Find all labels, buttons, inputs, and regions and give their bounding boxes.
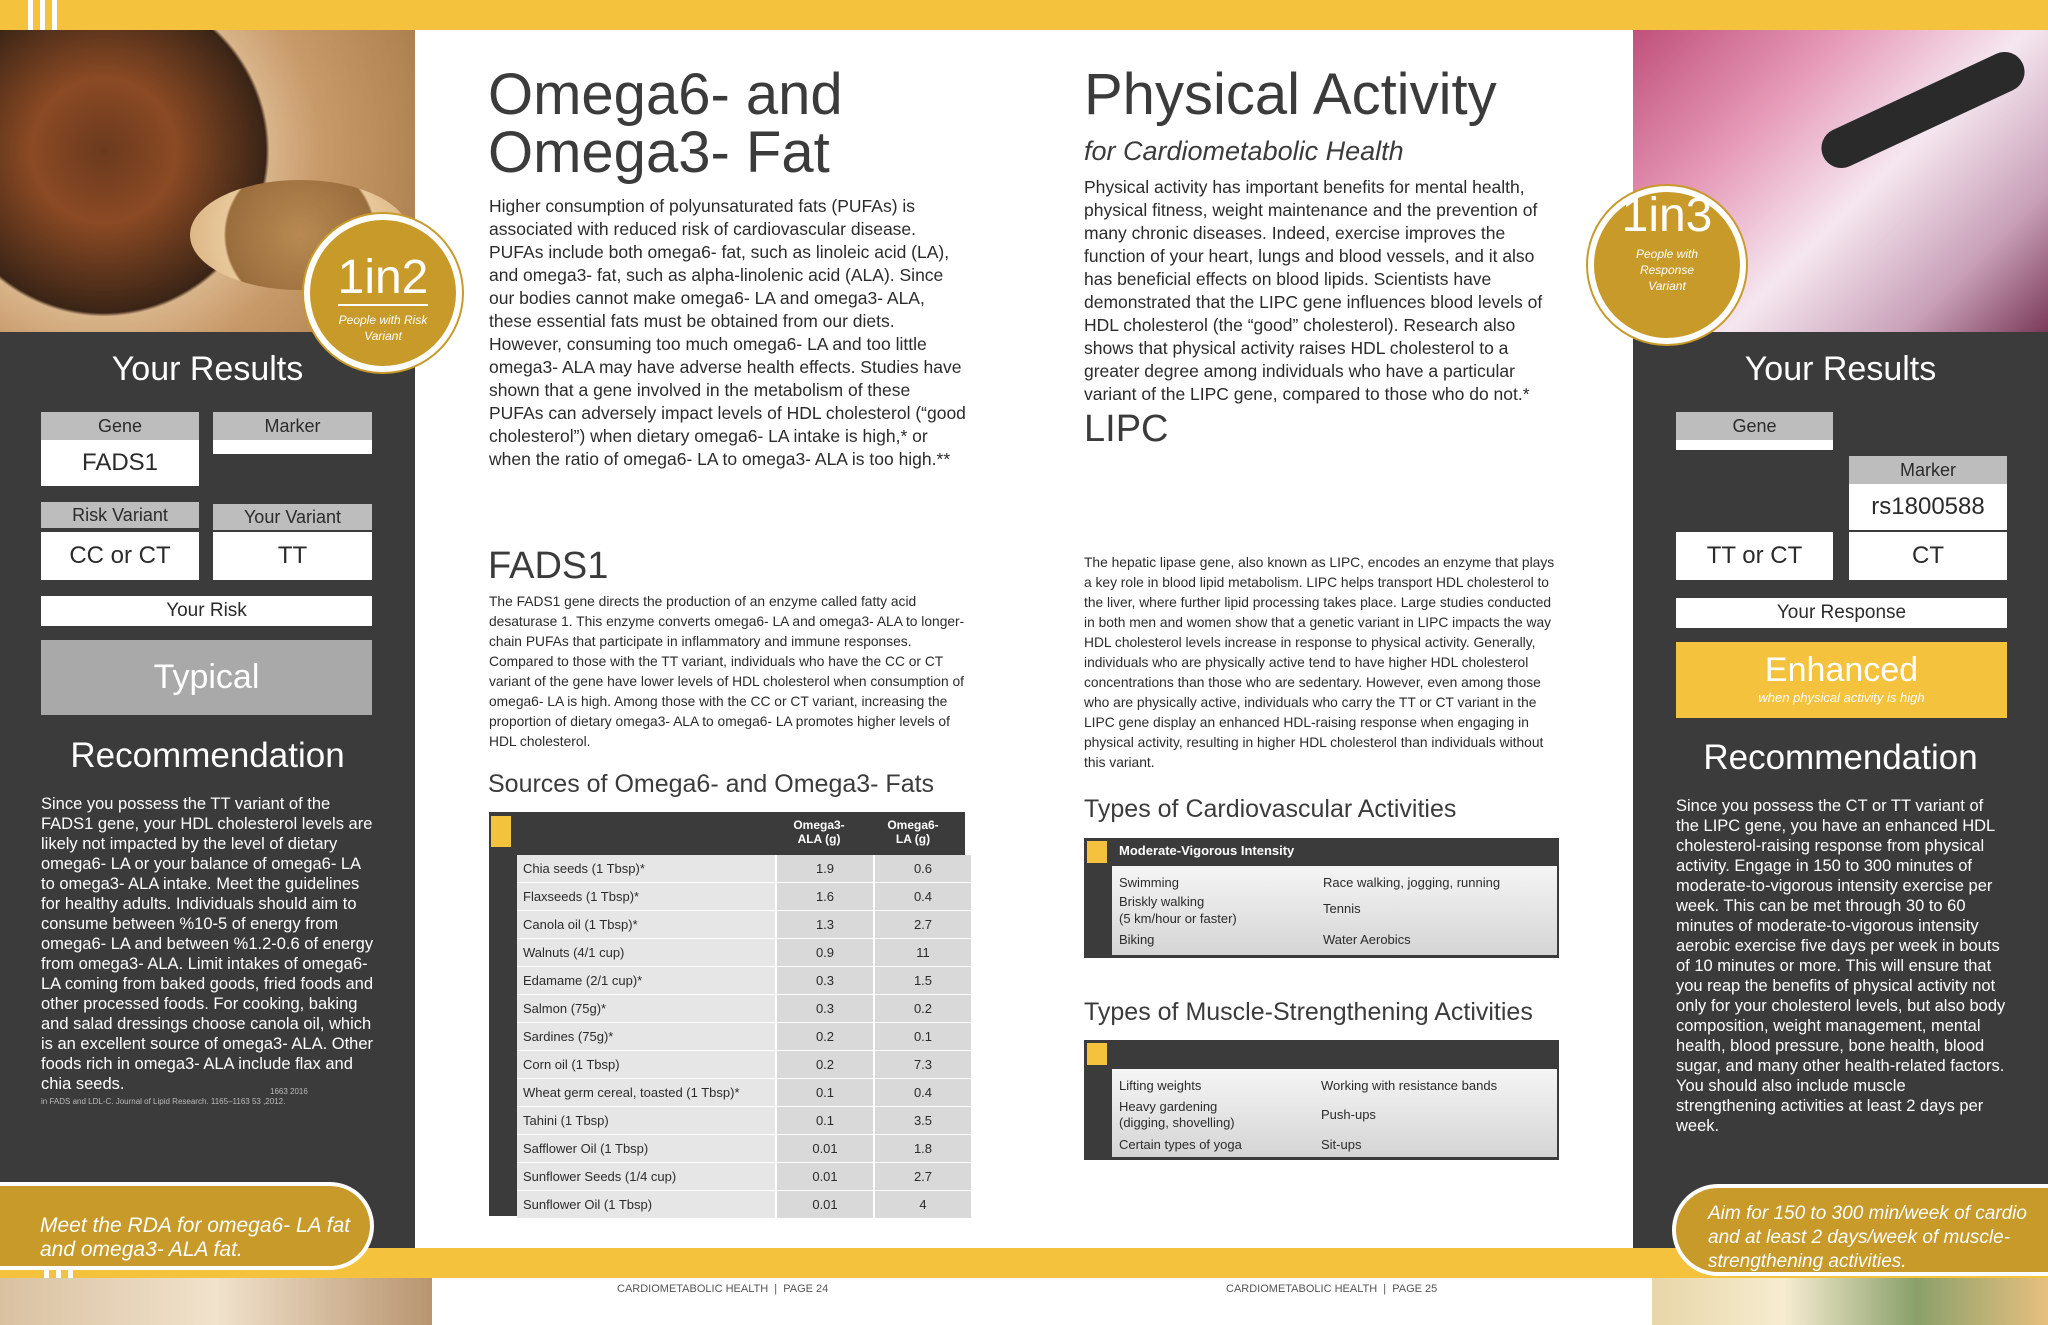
tip-text-left: Meet the RDA for omega6- LA fat and omega3- ALA fat. xyxy=(40,1214,351,1261)
omega3-value: 0.01 xyxy=(776,1163,874,1191)
bottom-photo-left xyxy=(0,1278,432,1325)
table-row xyxy=(517,1023,971,1051)
footer-left: CARDIOMETABOLIC HEALTH | PAGE 24 xyxy=(617,1283,829,1295)
stat-circle-caption: People with Risk Variant xyxy=(338,313,428,343)
table-row xyxy=(517,855,971,883)
reference-note-2: in FADS and LDL-C. Journal of Lipid Research. 1165–1163 53 ,2012. xyxy=(41,1097,286,1106)
omega3-value: 1.6 xyxy=(776,883,874,911)
food-name: Sunflower Oil (1 Tbsp) xyxy=(517,1191,776,1219)
omega6-value: 7.3 xyxy=(874,1051,971,1079)
food-name: Flaxseeds (1 Tbsp)* xyxy=(517,883,776,911)
stat-circle-right-big: 1in3 xyxy=(1621,189,1713,242)
recommendation-title-right: Recommendation xyxy=(1703,738,1978,777)
tip-text-right: Aim for 150 to 300 min/week of cardio and at least 2 days/week of muscle-strengthening activities. xyxy=(1708,1203,2027,1272)
table-row xyxy=(517,1191,971,1219)
omega6-value: 0.1 xyxy=(874,1023,971,1051)
col-la-header: Omega6- LA (g) xyxy=(887,818,939,846)
sources-heading: Sources of Omega6- and Omega3- Fats xyxy=(488,770,935,798)
muscle-heading: Types of Muscle-Strengthening Activities xyxy=(1084,998,1533,1026)
muscle-right-2: Push-ups xyxy=(1321,1107,1376,1122)
muscle-right-1: Working with resistance bands xyxy=(1321,1078,1498,1093)
food-name: Sardines (75g)* xyxy=(517,1023,776,1051)
omega3-value: 1.9 xyxy=(776,855,874,883)
food-name: Walnuts (4/1 cup) xyxy=(517,939,776,967)
recommendation-title: Recommendation xyxy=(70,736,345,775)
food-table xyxy=(517,855,971,1219)
your-variant-value: TT xyxy=(213,532,372,580)
omega3-value: 0.01 xyxy=(776,1191,874,1219)
footer-right: CARDIOMETABOLIC HEALTH | PAGE 25 xyxy=(1226,1283,1438,1295)
risk-variant-label: Risk Variant xyxy=(41,502,199,528)
stat-circle-right xyxy=(1588,186,1746,344)
food-name: Chia seeds (1 Tbsp)* xyxy=(517,855,776,883)
your-response-value: Enhanced xyxy=(1764,651,1919,689)
cardio-heading: Types of Cardiovascular Activities xyxy=(1084,795,1457,823)
fads1-text: The FADS1 gene directs the production of an enzyme called fatty acid desaturase 1. This enzyme converts omega6- LA and omega3- ALA to longer-chain PUFAs that participate in inflammatory and immune responses. Compared to those with the TT variant, individuals who have the CC or CT variant of the gene have lower levels of HDL cholesterol when consumption of omega6- LA is high. Among those with the CC or CT variant, increasing the proportion of dietary omega3- ALA to omega6- LA promotes higher levels of HDL cholesterol. xyxy=(489,594,965,749)
table-row xyxy=(517,1107,971,1135)
cardio-intensity-header: Moderate-Vigorous Intensity xyxy=(1119,843,1295,858)
stat-circle-right-caption: People with Response Variant xyxy=(1635,247,1699,293)
cardio-right-1: Race walking, jogging, running xyxy=(1323,875,1501,890)
cardio-right-2: Tennis xyxy=(1323,901,1361,916)
food-name: Corn oil (1 Tbsp) xyxy=(517,1051,776,1079)
results-title-right: Your Results xyxy=(1744,350,1937,388)
marker-label-right: Marker xyxy=(1849,456,2007,484)
recommendation-text: Since you possess the TT variant of the FADS1 gene, your HDL cholesterol levels are likely not impacted by the level of dietary omega6- LA or your balance of omega6- LA to omega3- ALA intake. Meet the guidelines for healthy adults. Individuals should aim to consume between %10-5 of energy from omega6- LA and between %1.2-0.6 of energy from omega3- ALA. Limit intakes of omega6- LA coming from baked goods, fried foods and other processed foods. For cooking, baking and salad dressings choose canola oil, which is an excellent source of omega3- ALA. Other foods rich in omega3- ALA include flax and chia seeds. xyxy=(41,795,374,1093)
muscle-left-2: Heavy gardening (digging, shovelling) xyxy=(1119,1099,1235,1130)
omega3-value: 0.9 xyxy=(776,939,874,967)
your-response-note: when physical activity is high xyxy=(1758,690,1925,705)
food-name: Salmon (75g)* xyxy=(517,995,776,1023)
activity-subtitle: for Cardiometabolic Health xyxy=(1084,136,1404,166)
omega6-value: 2.7 xyxy=(874,911,971,939)
food-name: Edamame (2/1 cup)* xyxy=(517,967,776,995)
page-title-line2: Omega3- Fat xyxy=(488,120,830,185)
gene-label: Gene xyxy=(41,412,199,440)
omega6-value: 0.2 xyxy=(874,995,971,1023)
omega6-value: 4 xyxy=(874,1191,971,1219)
your-risk-label: Your Risk xyxy=(41,596,372,626)
stat-circle-left xyxy=(304,214,462,372)
lipc-text: The hepatic lipase gene, also known as LIPC, encodes an enzyme that plays a key role in blood lipid metabolism. LIPC helps transport HDL cholesterol to the liver, where further lipid processing takes place. Large studies conducted in both men and women show that a genetic variant in LIPC impacts the way HDL cholesterol levels increase in response to physical activity. Generally, individuals who are physically active tend to have higher HDL cholesterol concentrations than those who are sedentary. However, even among those who are physically active, individuals who carry the TT or CT variant in the LIPC gene display an enhanced HDL-raising response when engaging in physical activity, resulting in higher HDL cholesterol than individuals without this variant. xyxy=(1084,555,1555,770)
cardio-right-3: Water Aerobics xyxy=(1323,932,1411,947)
stat-circle-big: 1in2 xyxy=(337,251,429,304)
marker-value xyxy=(213,440,372,454)
omega6-value: 1.8 xyxy=(874,1135,971,1163)
omega3-value: 0.3 xyxy=(776,967,874,995)
marker-value-right: rs1800588 xyxy=(1849,484,2007,530)
table-row xyxy=(517,1135,971,1163)
omega6-value: 3.5 xyxy=(874,1107,971,1135)
table-row xyxy=(517,1079,971,1107)
food-name: Tahini (1 Tbsp) xyxy=(517,1107,776,1135)
tip-banner-left xyxy=(0,1182,374,1270)
omega6-value: 2.7 xyxy=(874,1163,971,1191)
muscle-left-1: Lifting weights xyxy=(1119,1078,1202,1093)
activity-title: Physical Activity xyxy=(1084,62,1497,127)
activity-intro: Physical activity has important benefits for mental health, physical fitness, weight maintenance and the prevention of many chronic diseases. Indeed, exercise improves the function of your heart, lungs and blood vessels, and it also has beneficial effects on blood lipids. Scientists have demonstrated that the LIPC gene influences blood levels of HDL cholesterol (the “good” cholesterol). Research also shows that physical activity raises HDL cholesterol to a greater degree among individuals who have a particular variant of the LIPC gene, compared to those who do not.* xyxy=(1084,177,1543,404)
cardio-left-3: Biking xyxy=(1119,932,1155,947)
omega3-value: 0.2 xyxy=(776,1023,874,1051)
gene-value-right xyxy=(1676,440,1833,450)
cardio-accent xyxy=(1087,841,1107,863)
top-accent-bar xyxy=(0,0,2048,30)
fads1-heading: FADS1 xyxy=(488,545,609,587)
results-title: Your Results xyxy=(111,350,304,388)
omega3-value: 0.3 xyxy=(776,995,874,1023)
omega6-value: 11 xyxy=(874,939,971,967)
table-row xyxy=(517,911,971,939)
omega6-value: 1.5 xyxy=(874,967,971,995)
stripe-logo xyxy=(28,0,68,30)
omega3-value: 0.01 xyxy=(776,1135,874,1163)
omega3-value: 0.1 xyxy=(776,1079,874,1107)
bottom-photo-right xyxy=(1652,1278,2048,1325)
table-row xyxy=(517,1163,971,1191)
muscle-right-3: Sit-ups xyxy=(1321,1137,1362,1152)
table-row xyxy=(517,883,971,911)
tip-banner-right xyxy=(1672,1184,2048,1276)
table-row xyxy=(517,1051,971,1079)
gene-value: FADS1 xyxy=(41,440,199,486)
reference-note-1: 1663 2016 xyxy=(270,1087,308,1096)
omega6-value: 0.4 xyxy=(874,1079,971,1107)
variant-value-left: TT or CT xyxy=(1676,532,1833,580)
gene-label-right: Gene xyxy=(1676,412,1833,440)
omega3-value: 1.3 xyxy=(776,911,874,939)
omega3-value: 0.2 xyxy=(776,1051,874,1079)
col-ala-header: Omega3- ALA (g) xyxy=(793,818,845,846)
omega6-value: 0.4 xyxy=(874,883,971,911)
table-row xyxy=(517,967,971,995)
cardio-left-2: Briskly walking (5 km/hour or faster) xyxy=(1119,894,1237,926)
your-response-label: Your Response xyxy=(1676,598,2007,628)
your-risk-value: Typical xyxy=(41,640,372,715)
lipc-heading: LIPC xyxy=(1084,408,1169,450)
risk-variant-value: CC or CT xyxy=(41,532,199,580)
cardio-left-1: Swimming xyxy=(1119,875,1179,890)
your-variant-label: Your Variant xyxy=(213,504,372,530)
omega-intro: Higher consumption of polyunsaturated fats (PUFAs) is associated with reduced risk of cardiovascular disease. PUFAs include both omega6- fat, such as linoleic acid (LA), and omega3- fat, such as alpha-linolenic acid (ALA). Since our bodies cannot make omega6- LA and omega3- ALA, these essential fats must be obtained from our diets. However, consuming too much omega6- LA and too little omega3- ALA may have adverse health effects. Studies have shown that a gene involved in the metabolism of these PUFAs can adversely impact levels of HDL cholesterol (“good cholesterol”) when dietary omega6- LA intake is high,* or when the ratio of omega6- LA to omega3- ALA is too high.** xyxy=(489,196,966,469)
omega3-value: 0.1 xyxy=(776,1107,874,1135)
muscle-accent xyxy=(1087,1043,1107,1065)
food-name: Safflower Oil (1 Tbsp) xyxy=(517,1135,776,1163)
food-name: Canola oil (1 Tbsp)* xyxy=(517,911,776,939)
marker-label: Marker xyxy=(213,412,372,440)
table-row xyxy=(517,995,971,1023)
your-response-box xyxy=(1676,642,2007,718)
food-name: Wheat germ cereal, toasted (1 Tbsp)* xyxy=(517,1079,776,1107)
omega6-value: 0.6 xyxy=(874,855,971,883)
page-title-line1: Omega6- and xyxy=(488,62,843,127)
recommendation-text-right: Since you possess the CT or TT variant of the LIPC gene, you have an enhanced HDL cholesterol-raising response from physical activity. Engage in 150 to 300 minutes of moderate-to-vigorous intensity exercise per week. This can be met through 30 to 60 minutes of moderate-to-vigorous intensity aerobic exercise five days per week in bouts of 10 minutes or more. This will ensure that you reap the benefits of physical activity not only for your cholesterol levels, but also body composition, weight management, mental health, blood pressure, bone health, blood sugar, and many other health-related factors. You should also include muscle strengthening activities at least 2 days per week. xyxy=(1676,797,2006,1135)
muscle-left-3: Certain types of yoga xyxy=(1119,1137,1242,1152)
food-name: Sunflower Seeds (1/4 cup) xyxy=(517,1163,776,1191)
variant-value-right: CT xyxy=(1849,532,2007,580)
table-accent xyxy=(491,816,511,847)
table-row xyxy=(517,939,971,967)
